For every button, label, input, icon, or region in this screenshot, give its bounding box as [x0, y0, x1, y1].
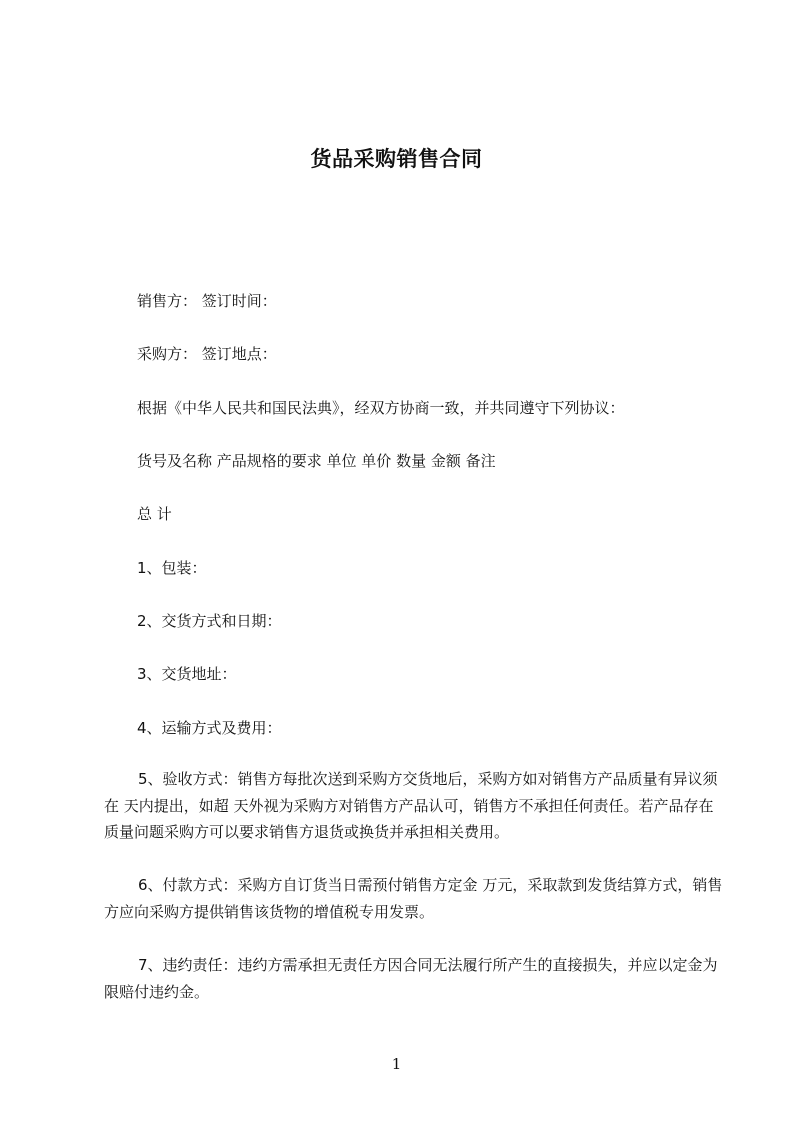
clause-packaging: 1、包装：: [137, 559, 207, 577]
product-table-header-line: 货号及名称 产品规格的要求 单位 单价 数量 金额 备注: [137, 452, 496, 470]
clause-acceptance-paragraph: [104, 766, 724, 846]
buyer-signing-place-line: 采购方： 签订地点：: [137, 345, 277, 363]
seller-signing-time-line: 销售方： 签订时间：: [137, 292, 277, 310]
total-line: 总 计: [137, 505, 172, 523]
clause-acceptance-text: 5、验收方式：销售方每批次送到采购方交货地后，采购方如对销售方产品质量有异议须在 天内提出，如超 天外视为采购方对销售方产品认可，销售方不承担任何责任。若产品存在质量问题采购方可以要求销售方退货或换货并承担相关费用。: [104, 770, 718, 841]
clause-breach-paragraph: [104, 952, 724, 1005]
clause-delivery-address: 3、交货地址：: [137, 665, 237, 683]
clause-transport-method-cost: 4、运输方式及费用：: [137, 719, 282, 737]
clause-breach-text: 7、违约责任：违约方需承担无责任方因合同无法履行所产生的直接损失，并应以定金为限赔付违约金。: [104, 956, 718, 1001]
agreement-basis-line: 根据《中华人民共和国民法典》，经双方协商一致，并共同遵守下列协议：: [137, 399, 625, 417]
clause-delivery-method-date: 2、交货方式和日期：: [137, 612, 282, 630]
page-number: 1: [391, 1055, 402, 1073]
clause-payment-text: 6、付款方式：采购方自订货当日需预付销售方定金 万元，采取款到发货结算方式，销售方应向采购方提供销售该货物的增值税专用发票。: [104, 876, 723, 921]
clause-payment-paragraph: [104, 872, 724, 925]
document-title: 货品采购销售合同: [310, 147, 483, 171]
